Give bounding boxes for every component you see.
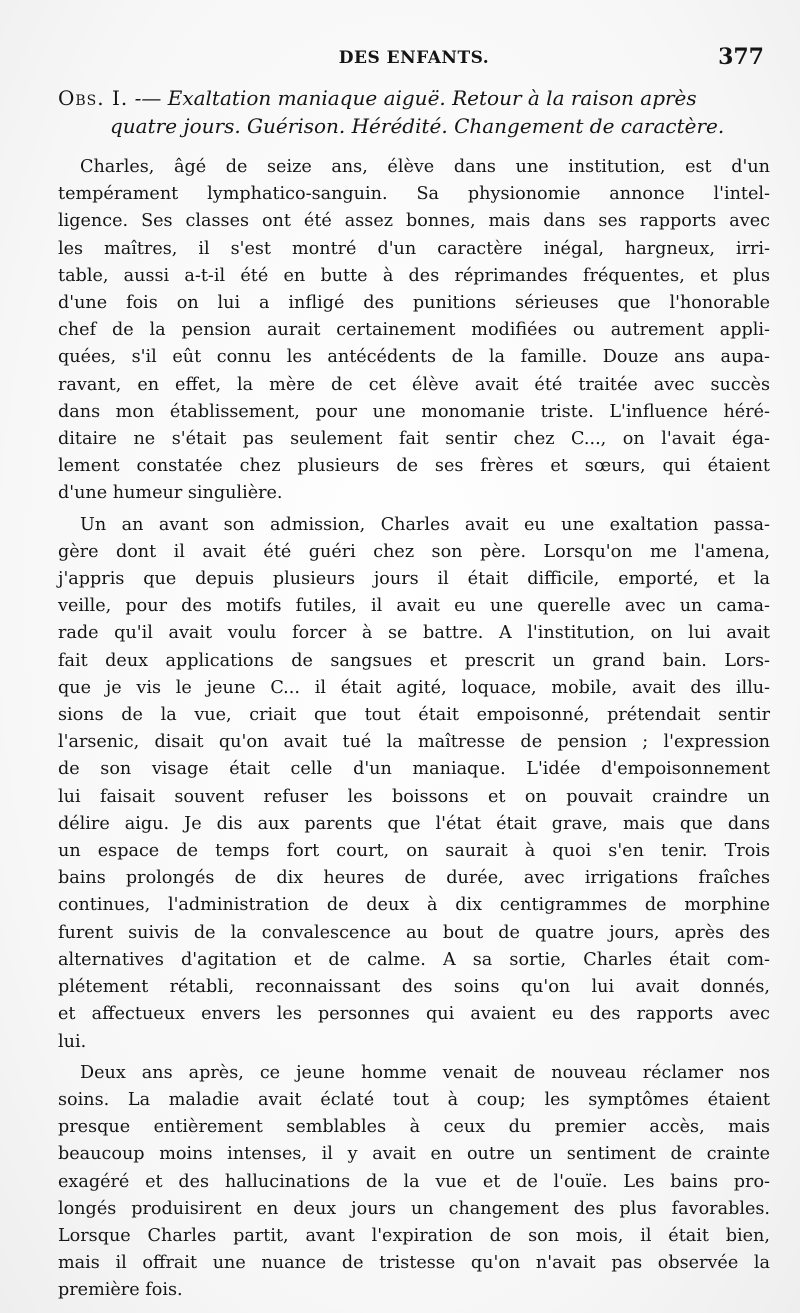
text-line: Deux ans après, ce jeune homme venait de nouveau réclamer nos bbox=[80, 1062, 770, 1083]
text-line: Lorsque Charles partit, avant l'expiration de son mois, il était bien, bbox=[58, 1225, 770, 1246]
text-line: Charles, âgé de seize ans, élève dans une institution, est d'un bbox=[80, 157, 770, 177]
text-line: lui faisait souvent refuser les boissons et on pouvait craindre un bbox=[58, 786, 770, 807]
text-line: ligence. Ses classes ont été assez bonnes, mais dans ses rapports avec bbox=[58, 211, 770, 232]
text-line: j'appris que depuis plusieurs jours il était difficile, emporté, et la bbox=[58, 569, 770, 590]
observation-subtitle: quatre jours. Guérison. Hérédité. Changement de caractère. bbox=[110, 114, 725, 138]
text-line: un espace de temps fort court, on saurait à quoi s'en tenir. Trois bbox=[58, 841, 770, 862]
text-line: alternatives d'agitation et de calme. A sa sortie, Charles était com- bbox=[58, 949, 770, 970]
text-line: délire aigu. Je dis aux parents que l'état était grave, mais que dans bbox=[58, 813, 770, 834]
page-number: 377 bbox=[718, 44, 764, 70]
text-line: bains prolongés de dix heures de durée, avec irrigations fraîches bbox=[58, 868, 770, 889]
text-line: longés produisirent en deux jours un changement des plus favorables. bbox=[58, 1198, 770, 1219]
text-line: rade qu'il avait voulu forcer à se battre. A l'institution, on lui avait bbox=[58, 623, 770, 644]
text-line: ditaire ne s'était pas seulement fait sentir chez C..., on l'avait éga- bbox=[58, 429, 770, 450]
text-line: lement constatée chez plusieurs de ses frères et sœurs, qui étaient bbox=[58, 456, 770, 477]
text-line: de son visage était celle d'un maniaque. L'idée d'empoisonnement bbox=[58, 759, 770, 780]
text-line: exagéré et des hallucinations de la vue et de l'ouïe. Les bains pro- bbox=[58, 1171, 770, 1192]
text-line: sions de la vue, criait que tout était empoisonné, prétendait sentir bbox=[58, 705, 770, 726]
observation-label: Obs. I. bbox=[58, 86, 129, 110]
text-line: et affectueux envers les personnes qui avaient eu des rapports avec bbox=[58, 1004, 770, 1025]
text-line: plétement rétabli, reconnaissant des soins qu'on lui avait donnés, bbox=[58, 977, 770, 998]
observation-title: -— Exaltation maniaque aiguë. Retour à la raison après bbox=[128, 86, 697, 110]
paragraph bbox=[58, 154, 770, 508]
text-line: furent suivis de la convalescence au bout de quatre jours, après des bbox=[58, 922, 770, 943]
text-line: veille, pour des motifs futiles, il avait eu une querelle avec un cama- bbox=[58, 596, 770, 617]
text-line: que je vis le jeune C... il était agité, loquace, mobile, avait des illu- bbox=[58, 677, 770, 698]
observation-heading bbox=[58, 84, 770, 140]
text-line: quées, s'il eût connu les antécédents de la famille. Douze ans aupa- bbox=[58, 347, 770, 368]
text-line: ravant, en effet, la mère de cet élève avait été traitée avec succès bbox=[58, 374, 770, 395]
text-line: d'une fois on lui a infligé des punitions sérieuses que l'honorable bbox=[58, 293, 770, 314]
running-title: DES ENFANTS. bbox=[338, 48, 490, 68]
text-line: soins. La maladie avait éclaté tout à coup; les symptômes étaient bbox=[58, 1089, 770, 1110]
text-line: table, aussi a-t-il été en butte à des réprimandes fréquentes, et plus bbox=[58, 265, 770, 286]
text-line: fait deux applications de sangsues et prescrit un grand bain. Lors- bbox=[58, 650, 770, 671]
text-line: d'une humeur singulière. bbox=[58, 483, 283, 504]
text-line: lui. bbox=[58, 1031, 87, 1052]
running-head bbox=[58, 42, 770, 78]
text-line: Un an avant son admission, Charles avait eu une exaltation passa- bbox=[80, 514, 770, 535]
paragraph bbox=[58, 512, 770, 1056]
text-line: première fois. bbox=[58, 1280, 183, 1301]
text-line: l'arsenic, disait qu'on avait tué la maîtresse de pension ; l'expression bbox=[58, 732, 770, 753]
body-text bbox=[58, 154, 770, 1305]
text-line: gère dont il avait été guéri chez son père. Lorsqu'on me l'amena, bbox=[58, 541, 770, 562]
text-line: dans mon établissement, pour une monomanie triste. L'influence héré- bbox=[58, 401, 770, 422]
text-line: tempérament lymphatico-sanguin. Sa physionomie annonce l'intel- bbox=[58, 184, 770, 205]
text-line: presque entièrement semblables à ceux du premier accès, mais bbox=[58, 1117, 770, 1138]
text-line: mais il offrait une nuance de tristesse qu'on n'avait pas observée la bbox=[58, 1253, 770, 1274]
text-line: continues, l'administration de deux à dix centigrammes de morphine bbox=[58, 895, 770, 916]
paragraph bbox=[58, 1060, 770, 1305]
text-line: les maîtres, il s'est montré d'un caractère inégal, hargneux, irri- bbox=[58, 238, 770, 259]
text-line: beaucoup moins intenses, il y avait en outre un sentiment de crainte bbox=[58, 1144, 770, 1165]
text-line: chef de la pension aurait certainement modifiées ou autrement appli- bbox=[58, 320, 770, 341]
